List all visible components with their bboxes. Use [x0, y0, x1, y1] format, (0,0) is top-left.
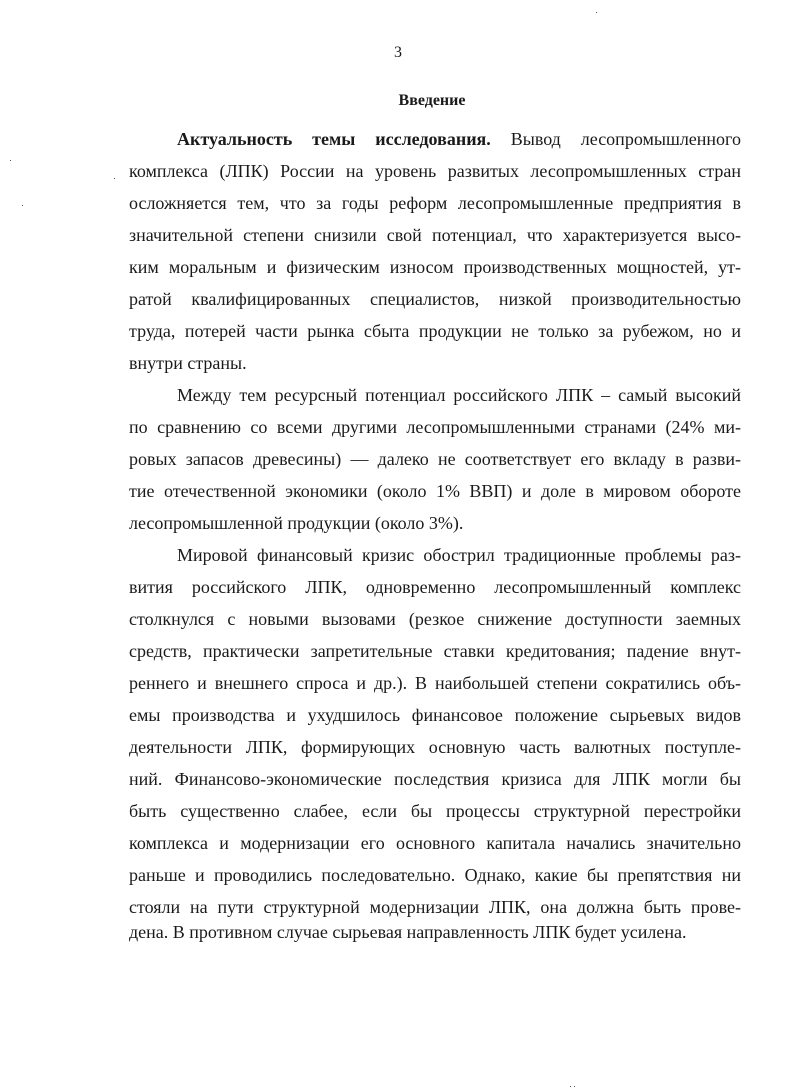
paragraph-line: столкнулся с новыми вызовами (резкое снижение доступности заемных: [129, 609, 741, 629]
scan-speck: [10, 160, 11, 161]
scan-speck: [574, 1086, 575, 1087]
paragraph-line: лесопромышленной продукции (около 3%).: [129, 513, 464, 533]
section-heading: Введение: [398, 92, 466, 109]
paragraph-line: быть существенно слабее, если бы процессы структурной перестройки: [129, 801, 741, 821]
paragraph-line: труда, потерей части рынка сбыта продукции не только за рубежом, но и: [129, 321, 741, 341]
paragraph-line: средств, практически запретительные ставки кредитования; падение внут-: [129, 641, 741, 661]
scan-speck: [114, 178, 115, 179]
scan-speck: [22, 205, 23, 206]
paragraph-line: комплекса (ЛПК) России на уровень развитых лесопромышленных стран: [129, 161, 741, 181]
page-number: 3: [394, 44, 402, 61]
paragraph-line: вития российского ЛПК, одновременно лесопромышленный комплекс: [129, 577, 741, 597]
paragraph-line: ратой квалифицированных специалистов, низкой производительностью: [129, 289, 741, 309]
paragraph-line: деятельности ЛПК, формирующих основную часть валютных поступле-: [129, 737, 741, 757]
paragraph-line: Между тем ресурсный потенциал российского ЛПК – самый высокий: [177, 385, 741, 405]
paragraph-line: значительной степени снизили свой потенциал, что характеризуется высо-: [129, 225, 741, 245]
scan-speck: [570, 1086, 571, 1087]
paragraph-line: тие отечественной экономики (около 1% ВВП) и доле в мировом обороте: [129, 481, 741, 501]
paragraph-line: реннего и внешнего спроса и др.). В наибольшей степени сократились объ-: [129, 673, 741, 693]
paragraph-line: стояли на пути структурной модернизации ЛПК, она должна быть прове-: [129, 897, 741, 917]
paragraph-line: осложняется тем, что за годы реформ лесопромышленные предприятия в: [129, 193, 741, 213]
paragraph-line: Мировой финансовый кризис обострил традиционные проблемы раз-: [177, 545, 741, 565]
lead-phrase: Актуальность темы исследования.: [177, 129, 491, 149]
paragraph-line: емы производства и ухудшилось финансовое положение сырьевых видов: [129, 705, 741, 725]
scan-speck: [596, 12, 597, 13]
paragraph-line: по сравнению со всеми другими лесопромышленными странами (24% ми-: [129, 417, 741, 437]
paragraph-line: внутри страны.: [129, 353, 247, 373]
paragraph-line: дена. В противном случае сырьевая направленность ЛПК будет усилена.: [129, 922, 687, 942]
paragraph-line: Актуальность темы исследования. Вывод лесопромышленного: [177, 129, 741, 149]
paragraph-line: комплекса и модернизации его основного капитала начались значительно: [129, 833, 741, 853]
paragraph-line: раньше и проводились последовательно. Однако, какие бы препятствия ни: [129, 865, 741, 885]
paragraph-line: ровых запасов древесины) — далеко не соответствует его вкладу в разви-: [129, 449, 741, 469]
paragraph-line: ким моральным и физическим износом производственных мощностей, ут-: [129, 257, 741, 277]
paragraph-line: ний. Финансово-экономические последствия кризиса для ЛПК могли бы: [129, 769, 741, 789]
